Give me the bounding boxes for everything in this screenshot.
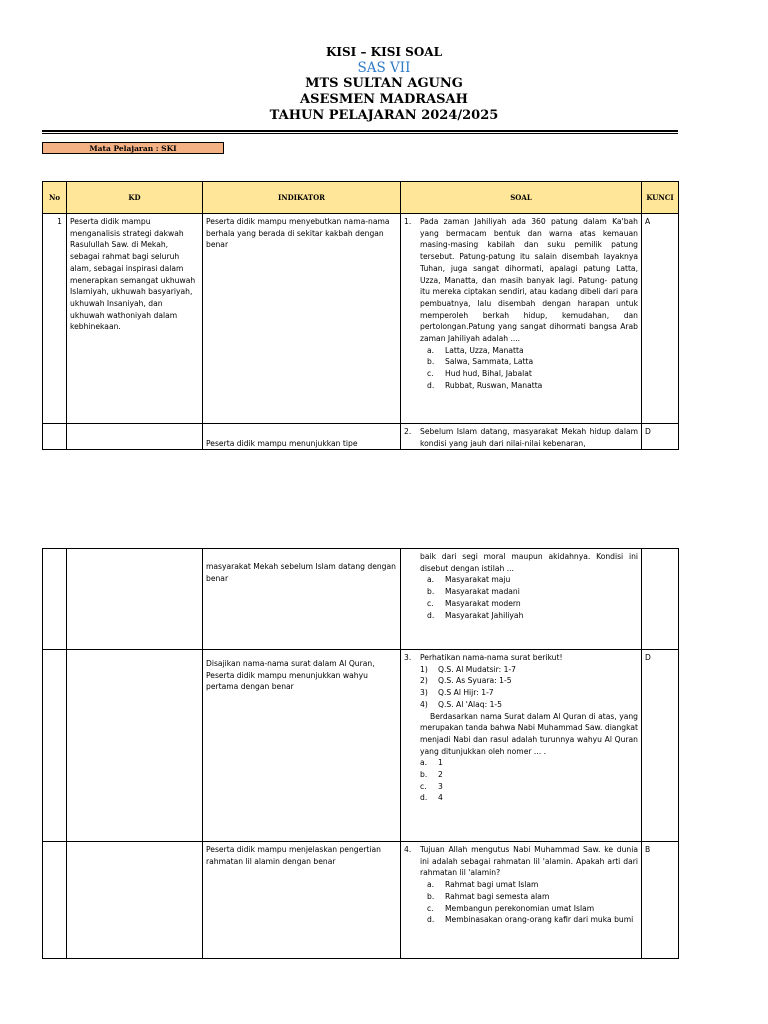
table-row — [43, 842, 679, 959]
question-number: 3. — [404, 653, 412, 662]
kd-cell — [67, 842, 203, 959]
kunci-cell: B — [642, 842, 679, 959]
kunci-cell — [642, 549, 679, 650]
kd-cell — [67, 424, 203, 450]
option-b: Masyarakat madani — [445, 587, 520, 597]
question-text: Sebelum Islam datang, masyarakat Mekah hidup dalam kondisi yang jauh dari nilai-nilai kebenaran, — [420, 427, 638, 448]
options-list: a. Masyarakat maju b. Masyarakat madani c. Masyarakat modern d. Masyarakat Jahiliyah — [427, 575, 524, 620]
kd-cell: Peserta didik mampu menganalisis strategi dakwah Rasulullah Saw. di Mekah, sebagai rahmat bagi seluruh alam, sebagai inspirasi dalam menerapkan semangat ukhuwah Islamiyah, ukhuwah basyariyah, ukhuwah Insaniyah, dan ukhuwah wathoniyah dalam kebhinekaan. — [67, 214, 203, 424]
kisi-table-page1 — [42, 181, 679, 450]
option-b: 2 — [438, 770, 443, 780]
table-row — [43, 214, 679, 424]
row-number: 1 — [43, 214, 67, 424]
question-text: Pada zaman Jahiliyah ada 360 patung dalam Ka'bah yang bermacam bentuk dan warna atas kemauan masing-masing kabilah dan suku pemilik patung tersebut. Patung-patung itu salain disembah layaknya Tuhan, juga sangat dihormati, apalagi patung Latta, Uzza, Manatta, dan masih banyak lagi. Patung- patung itu mereka ciptakan sendiri, atau kadang dibeli dari para pembuatnya, lalu disembah dengan harapan untuk memperoleh berkah hidup, kemudahan, dan pertolongan.Patung yang sangat dihormati bangsa Arab zaman Jahiliyah adalah .... — [420, 217, 638, 344]
header-divider-thin — [42, 133, 678, 134]
options-list: a. 1 b. 2 c. 3 d. 4 — [420, 758, 443, 803]
options-list: a. Rahmat bagi umat Islam b. Rahmat bagi semesta alam c. Membangun perekonomian umat Islam d. Membinasakan orang-orang kafir dari muka bumi — [427, 880, 634, 925]
question-number: 2. — [404, 427, 412, 436]
option-d: Masyarakat Jahiliyah — [445, 610, 524, 620]
soal-cell — [401, 549, 642, 650]
question-number: 4. — [404, 845, 412, 854]
col-soal-header: SOAL — [401, 182, 642, 214]
col-kunci-header: KUNCI — [642, 182, 679, 214]
indikator-cell: Peserta didik mampu menyebutkan nama-nama berhala yang berada di sekitar kakbah dengan benar — [203, 214, 401, 424]
table-row — [43, 549, 679, 650]
surah-item: Q.S. Al 'Alaq: 1-5 — [438, 699, 502, 709]
row-number — [43, 424, 67, 450]
document-header — [0, 45, 768, 124]
table-header-row — [43, 182, 679, 214]
option-b: Salwa, Sammata, Latta — [445, 357, 534, 367]
soal-cell — [401, 214, 642, 424]
option-d: 4 — [438, 793, 443, 803]
doc-subtitle: SAS VII — [357, 60, 411, 76]
soal-cell — [401, 842, 642, 959]
col-kd-header: KD — [67, 182, 203, 214]
question-number: 1. — [404, 217, 412, 226]
kunci-cell: A — [642, 214, 679, 424]
row-number — [43, 842, 67, 959]
indikator-cell: Peserta didik mampu menjelaskan pengertian rahmatan lil alamin dengan benar — [203, 842, 401, 959]
kunci-cell: D — [642, 650, 679, 842]
indikator-cell: Disajikan nama-nama surat dalam Al Quran, Peserta didik mampu menunjukkan wahyu pertama dengan benar — [203, 650, 401, 842]
question-text: baik dari segi moral maupun akidahnya. Kondisi ini disebut dengan istilah ... — [420, 552, 638, 573]
surah-item: Q.S. As Syuara: 1-5 — [438, 676, 512, 686]
exam-name: ASESMEN MADRASAH — [300, 92, 468, 107]
option-d: Membinasakan orang-orang kafir dari muka bumi — [445, 915, 634, 925]
academic-year: TAHUN PELAJARAN 2024/2025 — [269, 108, 499, 123]
subject-label: Mata Pelajaran : SKI — [42, 142, 224, 154]
col-no-header: No — [43, 182, 67, 214]
surah-item: Q.S Al Hijr: 1-7 — [438, 688, 494, 698]
option-a: Rahmat bagi umat Islam — [445, 880, 539, 890]
question-text: Perhatikan nama-nama surat berikut! — [420, 653, 563, 662]
school-name: MTS SULTAN AGUNG — [305, 76, 463, 91]
soal-cell — [401, 650, 642, 842]
question-followup: Berdasarkan nama Surat dalam Al Quran di atas, yang merupakan tanda bahwa Nabi Muhammad Saw. diangkat menjadi Nabi dan rasul adalah turunnya wahyu Al Quran yang ditunjukkan oleh nomer ... . — [420, 711, 638, 756]
option-d: Rubbat, Ruswan, Manatta — [445, 380, 543, 390]
table-row — [43, 650, 679, 842]
soal-cell — [401, 424, 642, 450]
question-text: Tujuan Allah mengutus Nabi Muhammad Saw. ke dunia ini adalah sebagai rahmatan lil 'alamin. Apakah arti dari rahmatan lil 'alamin? — [420, 845, 638, 878]
option-a: Masyarakat maju — [445, 575, 511, 585]
options-list: a. Latta, Uzza, Manatta b. Salwa, Sammata, Latta c. Hud hud, Bihal, Jabalat d. Rubbat, Ruswan, Manatta — [427, 345, 543, 390]
kd-cell — [67, 549, 203, 650]
indikator-cell: Peserta didik mampu menunjukkan tipe — [203, 424, 401, 450]
surah-item: Q.S. Al Mudatsir: 1-7 — [438, 664, 517, 674]
option-b: Rahmat bagi semesta alam — [445, 891, 550, 901]
kunci-cell: D — [642, 424, 679, 450]
indikator-cell: masyarakat Mekah sebelum Islam datang dengan benar — [203, 549, 401, 650]
option-a: 1 — [438, 758, 443, 768]
option-c: Hud hud, Bihal, Jabalat — [445, 369, 532, 379]
option-c: Masyarakat modern — [445, 598, 521, 608]
option-c: Membangun perekonomian umat Islam — [445, 903, 595, 913]
row-number — [43, 549, 67, 650]
row-number — [43, 650, 67, 842]
option-c: 3 — [438, 781, 443, 791]
option-a: Latta, Uzza, Manatta — [445, 345, 524, 355]
doc-title: KISI – KISI SOAL — [325, 45, 443, 59]
table-row — [43, 424, 679, 450]
col-indikator-header: INDIKATOR — [203, 182, 401, 214]
kisi-table-page2 — [42, 548, 679, 959]
surah-list: 1) Q.S. Al Mudatsir: 1-7 2) Q.S. As Syuara: 1-5 3) Q.S Al Hijr: 1-7 4) Q.S. Al 'Alaq: 1-5 — [420, 664, 517, 709]
kd-cell — [67, 650, 203, 842]
header-divider — [42, 130, 678, 132]
